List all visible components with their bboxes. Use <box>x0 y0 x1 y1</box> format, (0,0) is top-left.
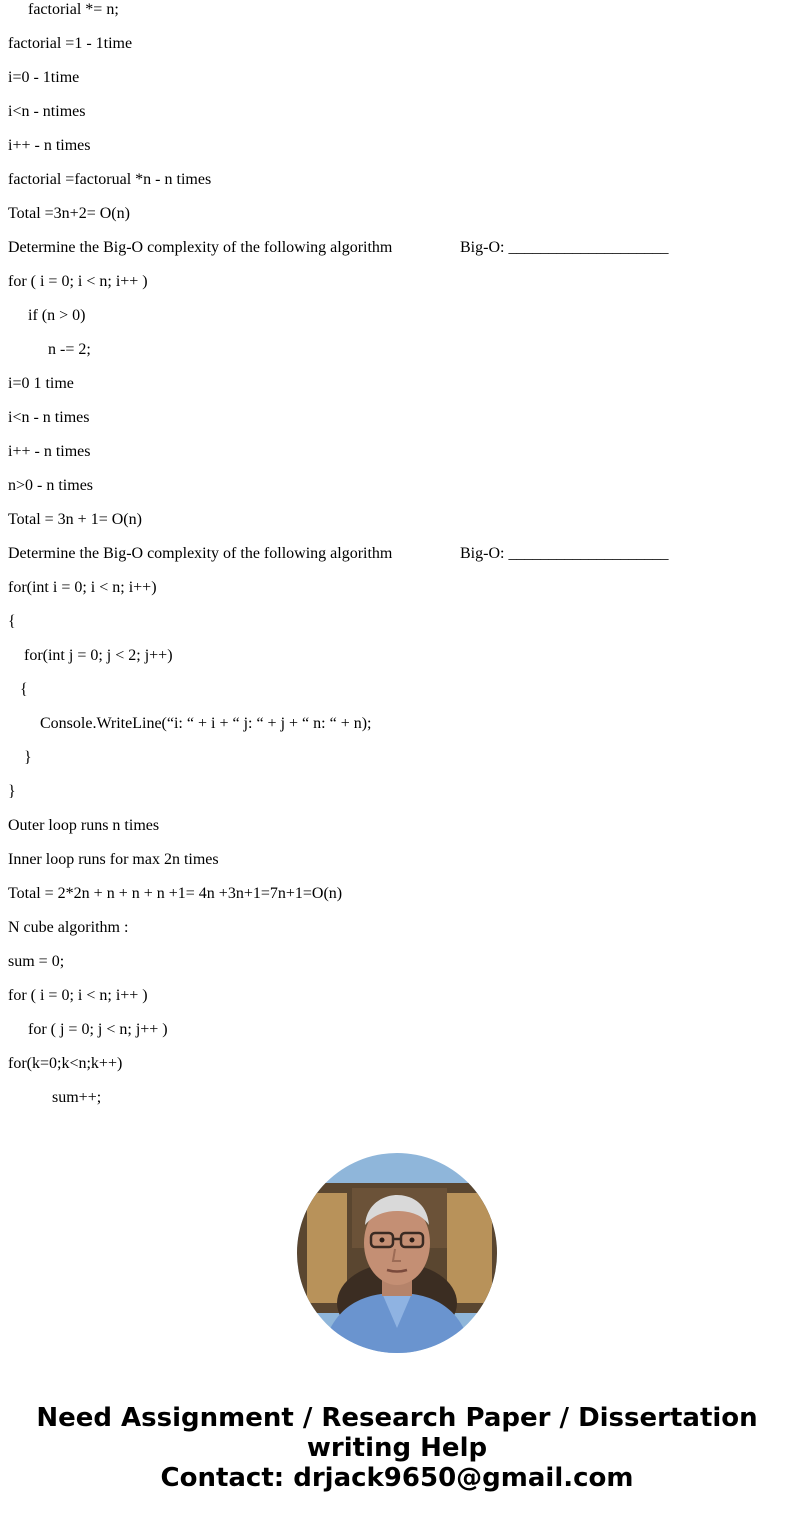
footer-line: writing Help <box>306 1433 488 1463</box>
code-line: n -= 2; <box>8 341 91 358</box>
contact-footer <box>0 1403 794 1493</box>
text-line: i=0 - 1time <box>8 69 80 86</box>
question-heading: Determine the Big-O complexity of the following algorithm <box>8 545 393 562</box>
code-line: } <box>8 783 16 800</box>
text-line: i<n - n times <box>8 409 90 426</box>
text-line: n>0 - n times <box>8 477 94 494</box>
code-line: for(int j = 0; j < 2; j++) <box>8 647 173 664</box>
code-line: } <box>8 749 32 766</box>
footer-contact-email: Contact: drjack9650@gmail.com <box>160 1463 634 1493</box>
footer-line: Need Assignment / Research Paper / Dissertation <box>36 1403 758 1433</box>
text-line: Inner loop runs for max 2n times <box>8 851 219 868</box>
code-line: Console.WriteLine(“i: “ + i + “ j: “ + j + “ n: “ + n); <box>8 715 372 732</box>
text-line: i++ - n times <box>8 137 91 154</box>
text-line: i=0 1 time <box>8 375 74 392</box>
text-line: factorial =factorual *n - n times <box>8 171 212 188</box>
text-line: i<n - ntimes <box>8 103 86 120</box>
code-line: if (n > 0) <box>8 307 86 324</box>
code-line: for(k=0;k<n;k++) <box>8 1055 123 1072</box>
code-line: for(int i = 0; i < n; i++) <box>8 579 157 596</box>
text-line: factorial =1 - 1time <box>8 35 133 52</box>
text-line: Total = 2*2n + n + n + n +1= 4n +3n+1=7n+1=O(n) <box>8 885 343 902</box>
code-line: sum = 0; <box>8 953 65 970</box>
code-line: for ( i = 0; i < n; i++ ) <box>8 273 148 290</box>
bigo-answer-blank: Big-O: ____________________ <box>460 545 669 562</box>
code-line: sum++; <box>8 1089 102 1106</box>
question-heading: Determine the Big-O complexity of the following algorithm <box>8 239 393 256</box>
text-line: factorial *= n; <box>8 1 119 18</box>
code-line: { <box>8 613 16 630</box>
code-line: for ( j = 0; j < n; j++ ) <box>8 1021 168 1038</box>
code-line: for ( i = 0; i < n; i++ ) <box>8 987 148 1004</box>
text-line: N cube algorithm : <box>8 919 129 936</box>
text-line: i++ - n times <box>8 443 91 460</box>
text-line: Outer loop runs n times <box>8 817 160 834</box>
author-photo <box>297 1153 497 1353</box>
text-line: Total = 3n + 1= O(n) <box>8 511 142 528</box>
bigo-answer-blank: Big-O: ____________________ <box>460 239 669 256</box>
text-line: Total =3n+2= O(n) <box>8 205 130 222</box>
code-line: { <box>8 681 28 698</box>
